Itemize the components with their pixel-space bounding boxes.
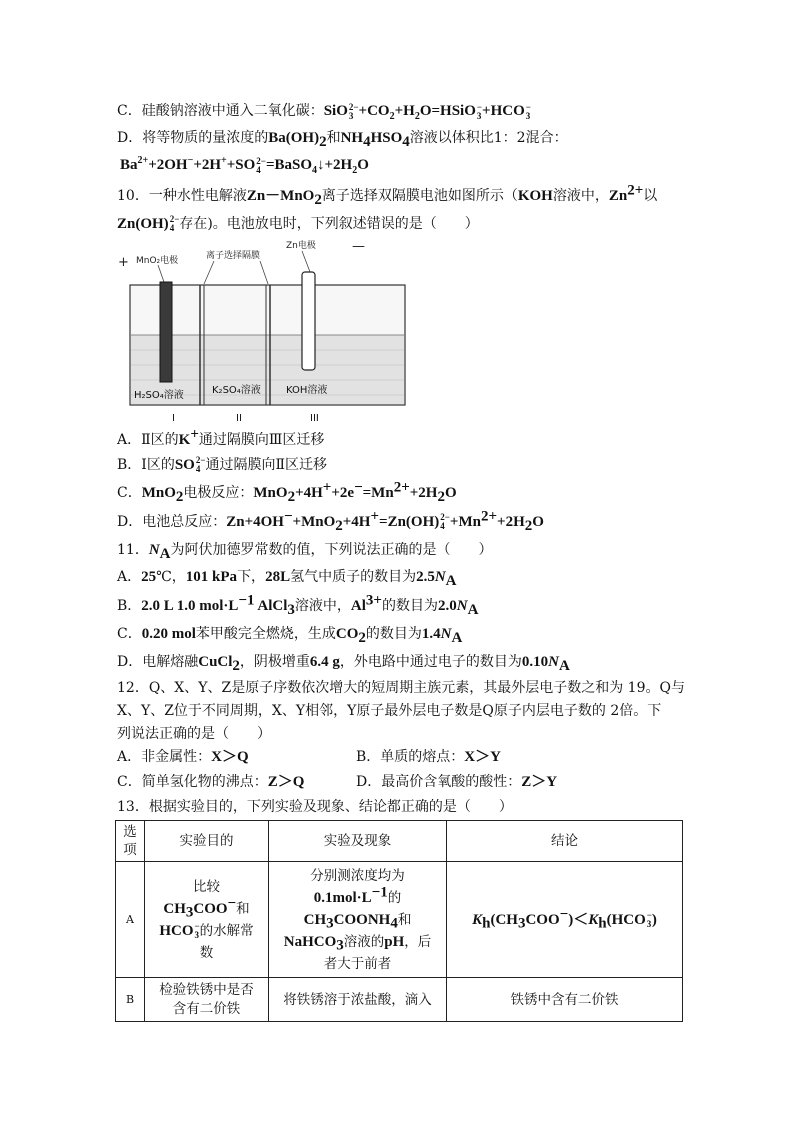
row-option: B <box>116 978 145 1022</box>
header-experiment: 实验及现象 <box>269 821 447 862</box>
option-d-line <box>117 128 568 148</box>
formula-sub: 2 <box>319 133 327 150</box>
header-purpose: 实验目的 <box>145 821 269 862</box>
zone-ii: II <box>236 413 242 424</box>
text: 溶液以体积比1：2混合： <box>409 130 568 146</box>
table-row <box>116 862 683 978</box>
header-option: 选 项 <box>116 821 145 862</box>
option-c-equation: SiO 2− 3 $+CO_2+H_2O=HSiO$ − 3 +HCO − 3 <box>323 101 531 122</box>
option-c-line <box>117 101 531 121</box>
sol2-label: K₂SO₄溶液 <box>212 385 261 396</box>
q12-stem-2: X、Y、Z位于不同周期，X、Y相邻，Y原子最外层电子数是Q原子内层电子数的 2倍。下 <box>117 703 662 719</box>
q10-option-b: B．Ⅰ区的SO 2− 4 通过隔膜向Ⅱ区迁移 <box>117 455 327 474</box>
q10-stem-2 <box>117 214 479 234</box>
row-experiment: 将铁锈溶于浓盐酸，滴入 <box>269 978 447 1022</box>
formula-sub: 2 <box>314 191 322 208</box>
option-d-label: D．将等物质的量浓度的 <box>117 130 269 146</box>
row-conclusion: $K_h(CH_3COO^-)<K_h(HCO$ − 3 ) <box>447 862 683 978</box>
row-option: A <box>116 862 145 978</box>
leader-line <box>204 261 214 284</box>
q12-option-a: A．非金属性：X＞Q <box>117 749 249 765</box>
row-purpose: 检验铁锈中是否 含有二价铁 <box>145 978 269 1022</box>
q10-stem <box>117 182 658 208</box>
formula: Zn <box>608 188 628 204</box>
q11-option-d: D．电解熔融CuCl$_2$，阴极增重6.4 g，外电路中通过电子的数目为$0.10N_A$ <box>117 654 570 674</box>
q12-stem-3: 列说法正确的是（ ） <box>117 726 271 742</box>
q10-option-c: C．MnO$_2$电极反应：$MnO_2+4H^++2e^-=Mn^{2+}+2H_2O$ <box>117 479 457 505</box>
sol3-label: KOH溶液 <box>286 385 328 396</box>
mno2-electrode <box>160 282 172 382</box>
row-experiment: 分别测浓度均为 $0.1mol\cdot L^{-1}$的 $CH_3COONH_4$和 NaHCO$_3$溶液的pH，后 者大于前者 <box>269 862 447 978</box>
text: 10．一种水性电解液 <box>117 188 247 204</box>
q10-option-a: A．Ⅱ区的K+通过隔膜向Ⅲ区迁移 <box>117 426 325 448</box>
q11-stem: 11．$N_A$为阿伏加德罗常数的值，下列说法正确的是（ ） <box>117 542 493 562</box>
text: 溶液中， <box>552 188 609 204</box>
battery-diagram <box>118 240 418 429</box>
leader-line <box>260 261 268 284</box>
table-header-row <box>116 821 683 862</box>
formula-subsup: 2− 4 <box>169 214 180 233</box>
sol1-label: H₂SO₄溶液 <box>134 390 184 401</box>
formula: KOH <box>517 188 553 204</box>
q11-option-a: A．25℃，101 kPa下，28L氢气中质子的数目为$2.5N_A$ <box>117 569 457 589</box>
formula: NH <box>340 130 364 146</box>
formula: Zn－MnO <box>246 188 315 204</box>
formula-sub: 4 <box>402 133 410 150</box>
q11-option-c: C．0.20 mol苯甲酸完全燃烧，生成$CO_2$的数目为$1.4N_A$ <box>117 626 463 646</box>
row-purpose: 比较 $CH_3COO^-$和 HCO − 3 的水解常 数 <box>145 862 269 978</box>
option-d-equation: $Ba^{2+}+2OH^-+2H^++SO$ 2− 4 $=BaSO_4↓+2H_2O$ <box>120 155 369 176</box>
header-conclusion: 结论 <box>447 821 683 862</box>
leader-line <box>158 265 164 282</box>
zn-electrode-label: Zn电极 <box>286 241 316 251</box>
q12-option-b: B．单质的熔点：X＞Y <box>356 749 501 765</box>
plus-sign: + <box>118 255 129 270</box>
option-c-label: C．硅酸钠溶液中通入二氧化碳： <box>117 103 324 119</box>
formula-sub: 4 <box>363 133 371 150</box>
text: 存在)。电池放电时，下列叙述错误的是（ ） <box>179 216 479 232</box>
q11-option-b: B．2.0 L 1.0 $mol\cdot L^{-1}$ AlCl$_3$溶液中，$Al^{3+}$的数目为$2.0N_A$ <box>117 592 479 618</box>
text: 和 <box>326 130 341 146</box>
zone-iii: III <box>310 413 319 424</box>
minus-sign: — <box>352 240 365 254</box>
text: 离子选择双隔膜电池如图所示（ <box>321 188 518 204</box>
zone-i: I <box>172 413 175 424</box>
leader-line <box>302 251 310 272</box>
q13-table <box>115 820 683 1022</box>
zn-electrode <box>302 272 315 370</box>
q10-option-d: D．电池总反应：Zn+4OH−+MnO$_2$+4H+=Zn(OH) 2− 4 $+Mn^{2+}+2H_2O$ <box>117 508 544 534</box>
mno2-electrode-label: MnO₂电极 <box>136 256 179 266</box>
q12-option-c: C．简单氢化物的沸点：Z＞Q <box>117 774 305 790</box>
q12-option-d: D．最高价含氧酸的酸性：Z＞Y <box>356 774 558 790</box>
membrane-label: 离子选择隔膜 <box>206 251 261 261</box>
formula: Zn(OH) <box>117 216 169 232</box>
q12-stem-1: 12．Q、X、Y、Z是原子序数依次增大的短周期主族元素，其最外层电子数之和为 19。Q与 <box>117 680 685 696</box>
text: 以 <box>643 188 658 204</box>
table-row <box>116 978 683 1022</box>
formula: HSO <box>370 130 403 146</box>
row-conclusion: 铁锈中含有二价铁 <box>447 978 683 1022</box>
formula: Ba(OH) <box>268 130 320 146</box>
q13-stem: 13．根据实验目的，下列实验及现象、结论都正确的是（ ） <box>117 799 513 815</box>
formula-sup: 2+ <box>627 182 644 199</box>
